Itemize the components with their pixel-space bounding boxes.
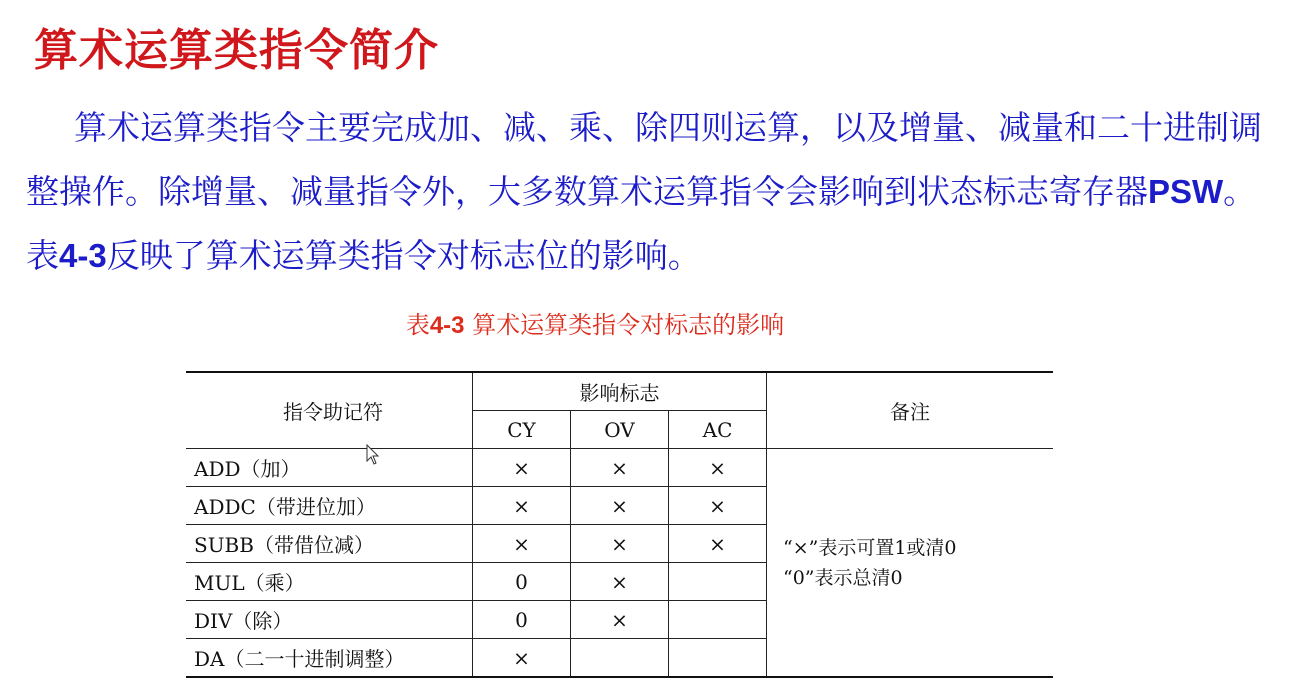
row-cy: × <box>473 487 571 525</box>
remark-line-1: “×”表示可置1或清0 <box>783 536 957 559</box>
row-mnemonic: DA（二一十进制调整） <box>186 639 473 678</box>
row-mnemonic: MUL（乘） <box>186 563 473 601</box>
row-ov <box>571 639 669 678</box>
row-cy: × <box>473 525 571 563</box>
intro-paragraph <box>26 96 1276 288</box>
ov-header: OV <box>571 411 669 449</box>
table-header-row <box>186 372 1053 411</box>
table-row <box>186 449 1053 487</box>
row-ac: × <box>669 449 767 487</box>
remark-line-2: “0”表示总清0 <box>783 566 903 589</box>
mnemonic-header: 指令助记符 <box>186 372 473 449</box>
mouse-pointer-icon <box>366 444 380 466</box>
row-ac: × <box>669 487 767 525</box>
remark-header: 备注 <box>767 372 1054 449</box>
row-ac <box>669 601 767 639</box>
row-cy: × <box>473 449 571 487</box>
row-ov: × <box>571 449 669 487</box>
paragraph-text-3: 反映了算术运算类指令对标志位的影响。 <box>106 236 701 275</box>
paragraph-text-1: 算术运算类指令主要完成加、减、乘、除四则运算，以及增量、减量和二十进制调整操作。除增量、减量指令外，大多数算术运算指令会影响到状态标志寄存器 <box>26 108 1262 211</box>
paragraph-psw: PSW <box>1148 173 1224 210</box>
cy-header: CY <box>473 411 571 449</box>
paragraph-table-ref: 4-3 <box>59 237 107 274</box>
table-caption <box>0 305 1190 340</box>
row-ov: × <box>571 601 669 639</box>
row-ov: × <box>571 487 669 525</box>
row-mnemonic: DIV（除） <box>186 601 473 639</box>
row-cy: × <box>473 639 571 678</box>
row-cy: 0 <box>473 563 571 601</box>
slide-title: 算术运算类指令简介 <box>34 25 439 76</box>
caption-number: 4-3 <box>429 312 465 339</box>
paragraph-text-2: 。表 <box>26 172 1257 275</box>
row-mnemonic: ADD（加） <box>186 449 473 487</box>
caption-text: 算术运算类指令对标志的影响 <box>464 311 785 339</box>
row-mnemonic: ADDC（带进位加） <box>186 487 473 525</box>
row-ac <box>669 639 767 678</box>
row-mnemonic: SUBB（带借位减） <box>186 525 473 563</box>
remark-cell <box>767 449 1054 678</box>
flags-group-header: 影响标志 <box>473 372 767 411</box>
row-ac <box>669 563 767 601</box>
ac-header: AC <box>669 411 767 449</box>
row-ov: × <box>571 563 669 601</box>
flags-table <box>186 371 1053 678</box>
row-ac: × <box>669 525 767 563</box>
caption-prefix: 表 <box>405 311 430 339</box>
row-cy: 0 <box>473 601 571 639</box>
row-ov: × <box>571 525 669 563</box>
